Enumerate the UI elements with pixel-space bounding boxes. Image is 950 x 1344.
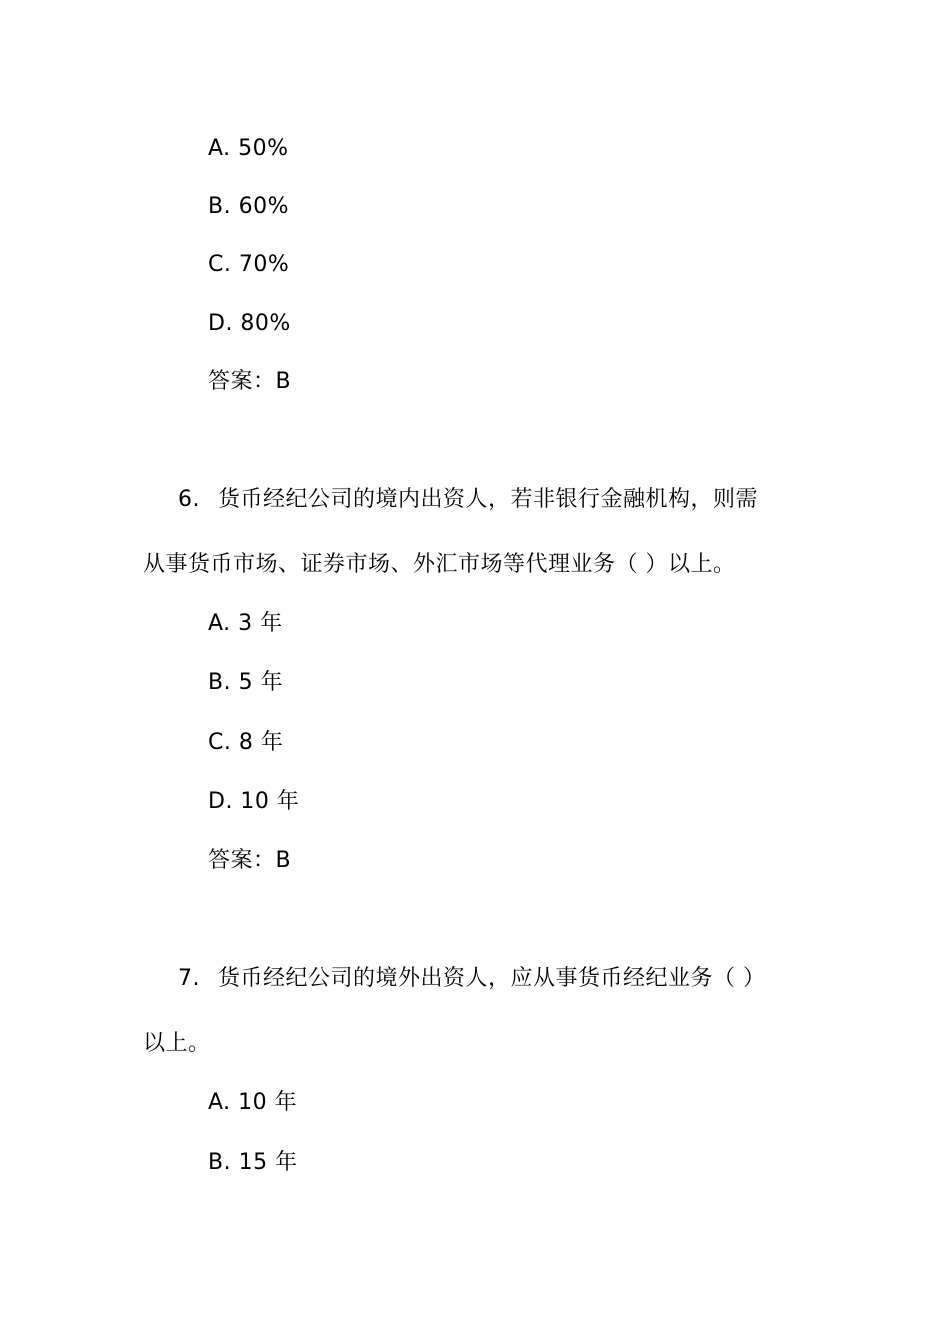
answer: 答案：B: [208, 848, 292, 873]
answer: 答案：B: [208, 369, 292, 394]
option-b: B. 15 年: [208, 1150, 298, 1175]
option-b: B. 5 年: [208, 670, 284, 695]
option-c: C. 8 年: [208, 730, 284, 755]
question-text-line2: 以上。: [143, 1031, 211, 1056]
question-number: 6.: [178, 487, 200, 512]
question-text-line1: 货币经纪公司的境外出资人，应从事货币经纪业务（ ）: [218, 966, 766, 991]
option-a: A. 50%: [208, 136, 289, 161]
question-text-line1: 货币经纪公司的境内出资人，若非银行金融机构，则需: [218, 487, 759, 512]
question-number: 7.: [178, 966, 200, 991]
option-b: B. 60%: [208, 194, 289, 219]
option-c: C. 70%: [208, 252, 290, 277]
option-a: A. 3 年: [208, 611, 283, 636]
question-text-line2: 从事货币市场、证券市场、外汇市场等代理业务（ ）以上。: [143, 552, 736, 577]
option-a: A. 10 年: [208, 1090, 298, 1115]
option-d: D. 10 年: [208, 789, 300, 814]
option-d: D. 80%: [208, 311, 291, 336]
